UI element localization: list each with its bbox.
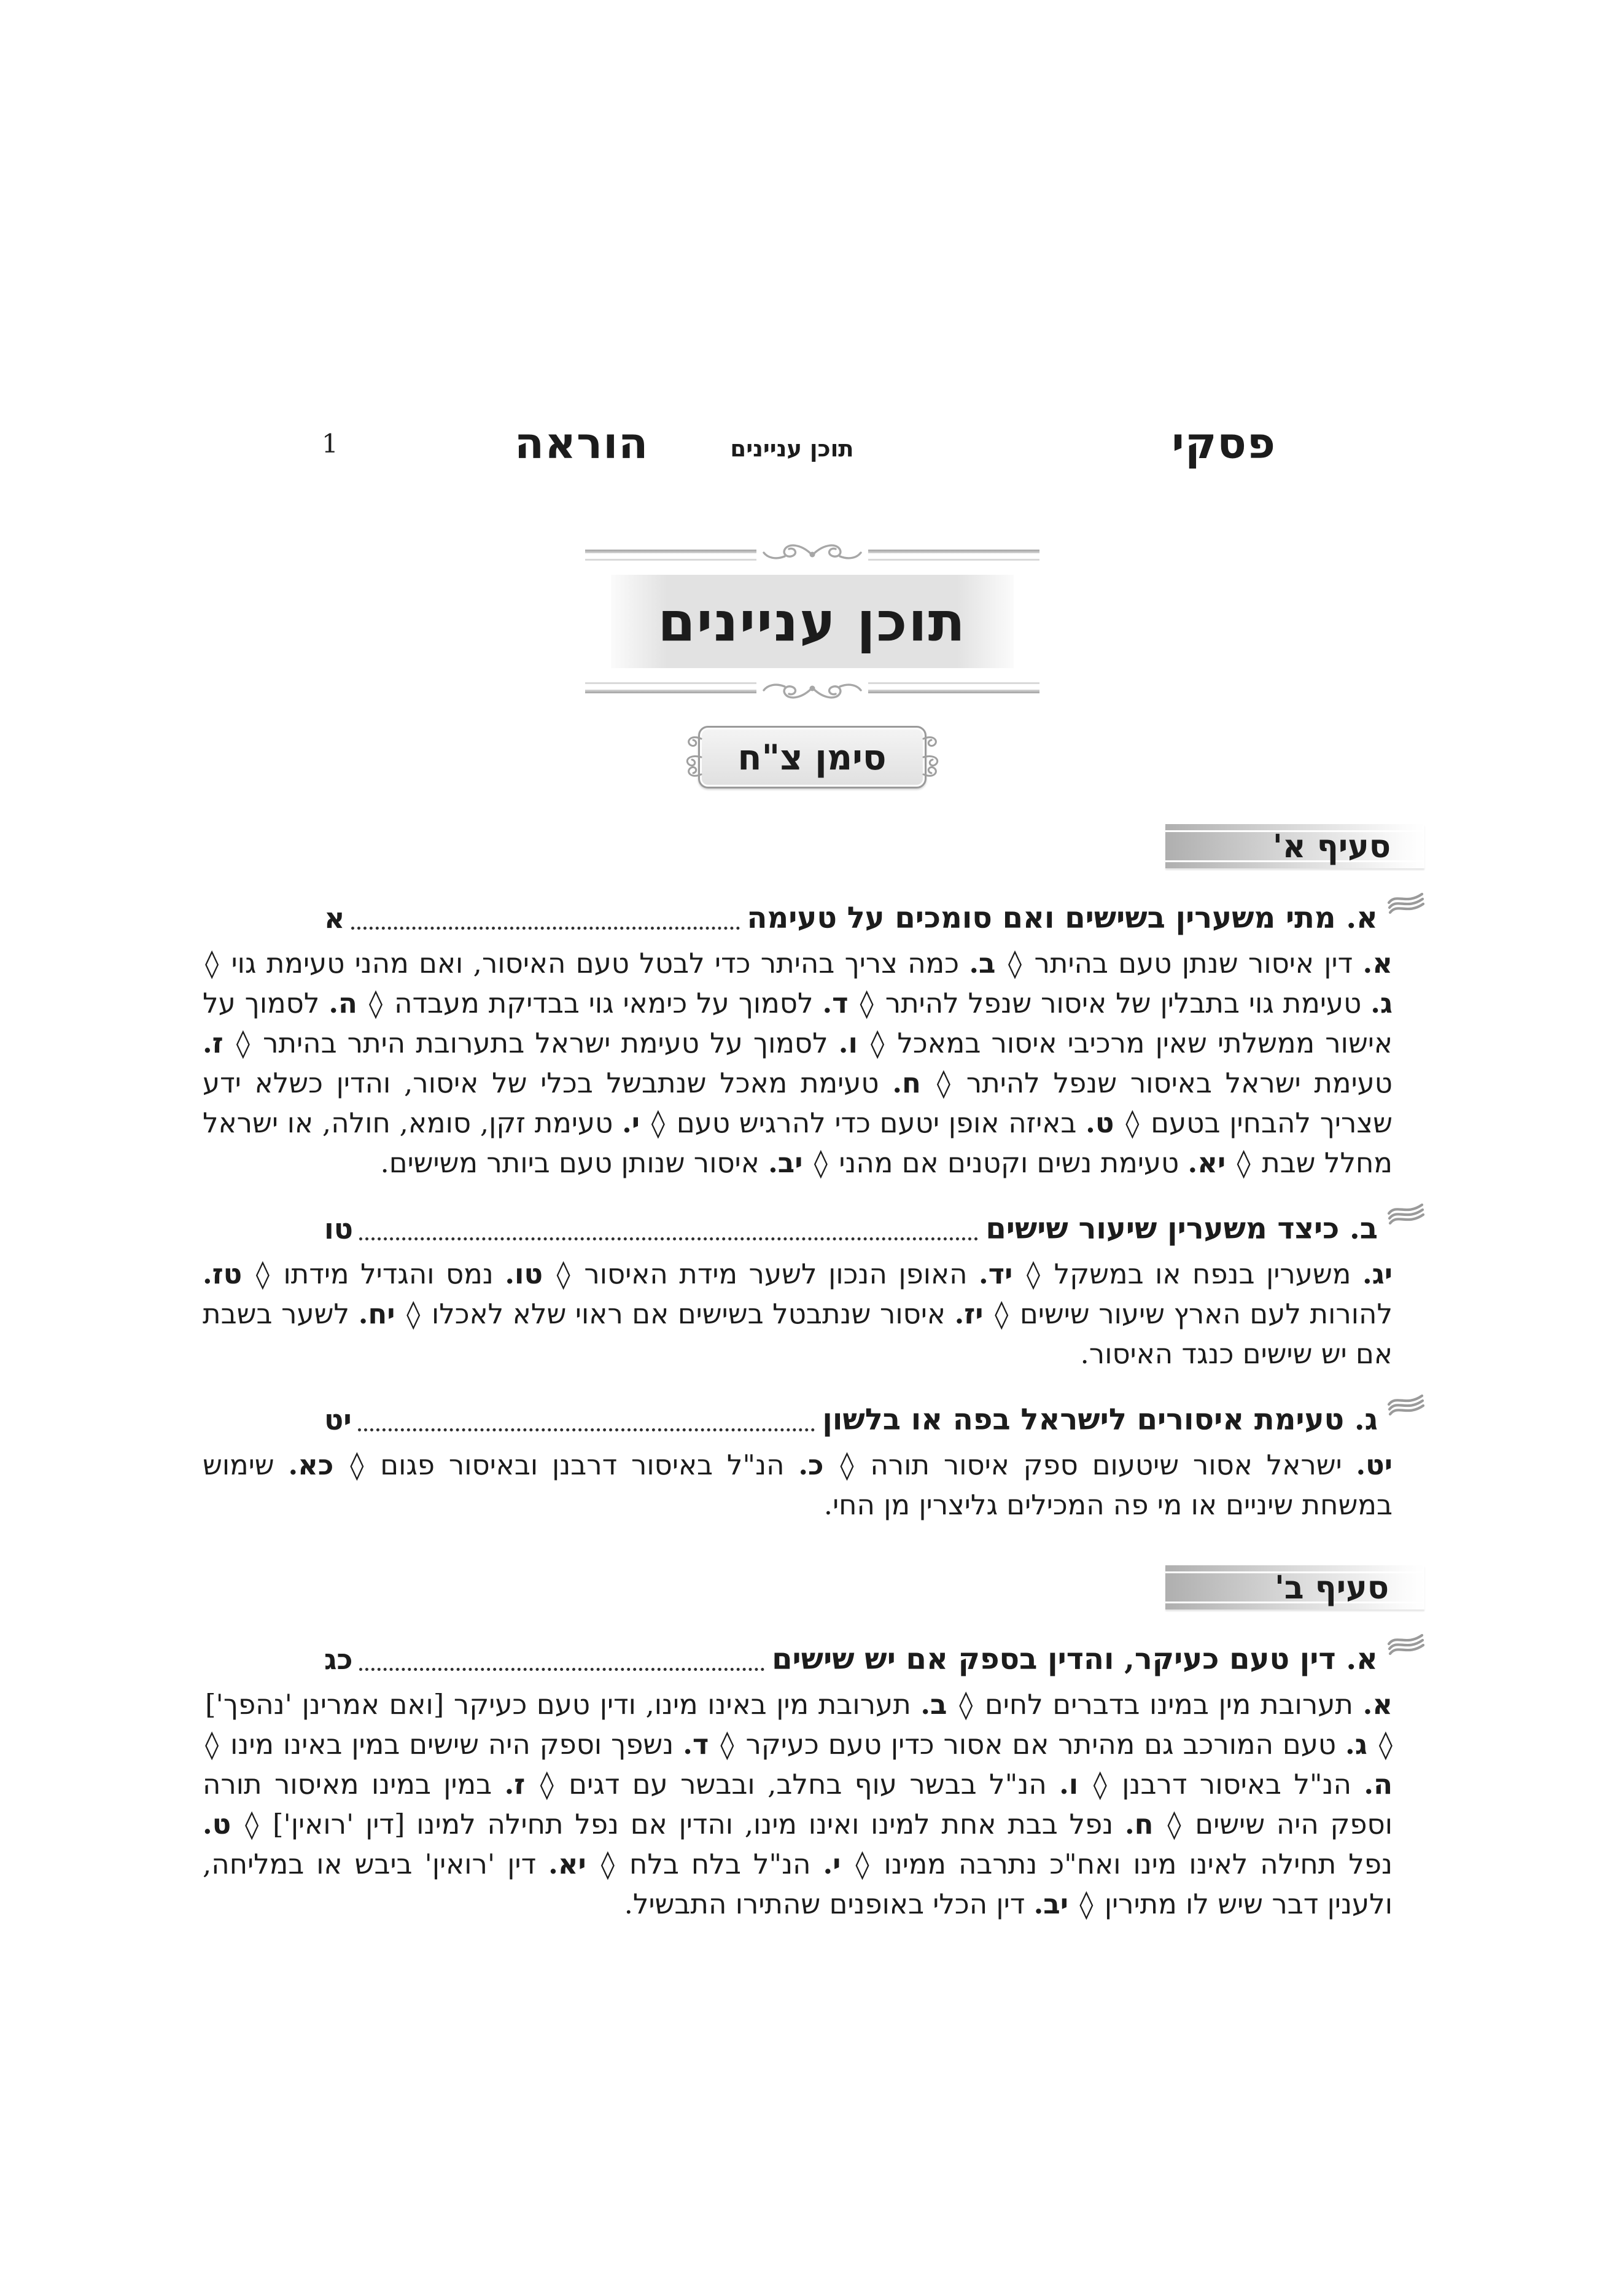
clause-marker: יח. (358, 1298, 395, 1330)
wave-flourish-icon (1386, 889, 1424, 936)
clause-marker: ד. (683, 1728, 709, 1761)
wave-flourish-icon (1386, 1200, 1424, 1247)
diamond-separator-icon: ◊ (397, 1298, 429, 1330)
rule-lines (868, 682, 1039, 693)
dotted-leader (351, 927, 740, 930)
diamond-separator-icon: ◊ (588, 1848, 627, 1880)
toc-entry (203, 1204, 1424, 1374)
dotted-leader (358, 1428, 815, 1431)
clause-marker: כ. (798, 1449, 824, 1481)
scroll-cluster-icon (760, 542, 864, 569)
diamond-separator-icon: ◊ (1369, 1728, 1393, 1761)
diamond-separator-icon: ◊ (1116, 1107, 1149, 1139)
diamond-separator-icon: ◊ (998, 947, 1032, 979)
diamond-separator-icon: ◊ (233, 1808, 270, 1840)
clause-marker: יג. (1362, 1258, 1393, 1290)
clause-marker: יד. (979, 1258, 1013, 1290)
diamond-separator-icon: ◊ (949, 1688, 982, 1721)
diamond-separator-icon: ◊ (205, 1728, 228, 1761)
clause-marker: י. (823, 1848, 841, 1880)
clause-marker: ה. (1364, 1768, 1393, 1800)
clause-marker: יא. (1187, 1146, 1226, 1179)
section-header-bar (1165, 1565, 1424, 1609)
toc-entry-page-number: טו (324, 1212, 354, 1245)
clause-marker: ח. (1125, 1808, 1154, 1840)
diamond-separator-icon: ◊ (711, 1728, 744, 1761)
wave-flourish-icon (1386, 1630, 1424, 1677)
banner-bottom-rule (585, 674, 1039, 701)
dotted-leader (359, 1237, 978, 1240)
toc-entry-title: א. דין טעם כעיקר, והדין בספק אם יש שישים (772, 1642, 1378, 1676)
wave-flourish-icon (1386, 1391, 1424, 1438)
section-entries (203, 1634, 1424, 1924)
diamond-separator-icon: ◊ (205, 947, 229, 979)
diamond-separator-icon: ◊ (1015, 1258, 1052, 1290)
rule-lines (868, 550, 1039, 561)
diamond-separator-icon: ◊ (860, 1027, 895, 1059)
section (203, 1565, 1424, 1924)
clause-marker: ג. (1370, 987, 1393, 1019)
banner-top-rule (585, 542, 1039, 569)
rule-lines (585, 682, 756, 693)
diamond-separator-icon: ◊ (850, 987, 883, 1019)
dotted-leader (359, 1668, 765, 1671)
header-title-left: הוראה (515, 418, 649, 469)
clause-marker: ב. (920, 1688, 947, 1721)
spiral-curl-icon (922, 726, 943, 788)
clause-marker: ה. (328, 987, 357, 1019)
scroll-cluster-icon (760, 674, 864, 701)
clause-marker: יא. (548, 1848, 586, 1880)
section-header-bar (1165, 824, 1424, 868)
toc-entry-title: ב. כיצד משערין שיעור שישים (985, 1212, 1378, 1246)
clause-marker: ז. (504, 1768, 526, 1800)
toc-entry (203, 1395, 1424, 1525)
diamond-separator-icon: ◊ (805, 1146, 837, 1179)
clause-marker: כא. (288, 1449, 334, 1481)
diamond-separator-icon: ◊ (826, 1449, 868, 1481)
clause-marker: י. (622, 1107, 640, 1139)
toc-entry-page-number: יט (324, 1403, 352, 1436)
sections (203, 824, 1424, 1924)
clause-marker: א. (1362, 1688, 1393, 1721)
section-label: סעיף ב' (1274, 1568, 1389, 1606)
clause-marker: ח. (892, 1067, 921, 1099)
clause-marker: ג. (1345, 1728, 1367, 1761)
clause-marker: א. (1362, 947, 1393, 979)
toc-entry-summary: יג. משערין בנפח או במשקל ◊ יד. האופן הנכון לשער מידת האיסור ◊ טו. נמס והגדיל מידתו ◊ טז. להורות לעם הארץ שיעור שישים ◊ יז. איסור שנתבטל בשישים אם ראוי שלא לאכלו ◊ יח. לשער בשבת אם יש שישים כנגד האיסור. (203, 1258, 1393, 1370)
diamond-separator-icon: ◊ (244, 1258, 281, 1290)
rule-lines (585, 550, 756, 561)
section-entries (203, 893, 1424, 1525)
toc-entry-summary: יט. ישראל אסור שיטעום ספק איסור תורה ◊ כ. הנ"ל באיסור דרבנן ובאיסור פגום ◊ כא. שימוש במשחת שיניים או מי פה המכילים גליצרין מן החי. (203, 1449, 1393, 1521)
clause-marker: ו. (838, 1027, 858, 1059)
page-number: 1 (322, 429, 338, 459)
clause-marker: יב. (1033, 1888, 1068, 1920)
toc-banner (585, 542, 1039, 701)
toc-entry-page-number: כג (324, 1643, 353, 1676)
diamond-separator-icon: ◊ (1228, 1146, 1260, 1179)
clause-marker: ד. (822, 987, 849, 1019)
diamond-separator-icon: ◊ (923, 1067, 964, 1099)
toc-entry (203, 893, 1424, 1183)
clause-marker: יז. (954, 1298, 984, 1330)
clause-marker: ט. (1086, 1107, 1114, 1139)
toc-entry-title: א. מתי משערין בשישים ואם סומכים על טעימה (747, 901, 1378, 935)
clause-marker: ז. (203, 1027, 223, 1059)
clause-marker: ט. (203, 1808, 231, 1840)
diamond-separator-icon: ◊ (527, 1768, 567, 1800)
toc-entry-title-row (203, 893, 1424, 940)
toc-entry-page-number: א (324, 901, 345, 935)
page-header (0, 413, 1624, 486)
diamond-separator-icon: ◊ (985, 1298, 1017, 1330)
diamond-separator-icon: ◊ (225, 1027, 261, 1059)
diamond-separator-icon: ◊ (843, 1848, 882, 1880)
banner-panel (611, 575, 1014, 668)
toc-entry-title: ג. טעימת איסורים לישראל בפה או בלשון (822, 1403, 1378, 1437)
diamond-separator-icon: ◊ (336, 1449, 378, 1481)
toc-entry-summary: א. דין איסור שנתן טעם בהיתר ◊ ב. כמה צריך בהיתר כדי לבטל טעם האיסור, ואם מהני טעימת גוי ◊ ג. טעימת גוי בתבלין של איסור שנפל להיתר ◊ ד. לסמוך על כימאי גוי בבדיקת מעבדה ◊ ה. לסמוך על אישור ממשלתי שאין מרכיבי איסור במאכל ◊ ו. לסמוך על טעימת ישראל בתערובת היתר בהיתר ◊ ז. טעימת ישראל באיסור שנפל להיתר ◊ ח. טעימת מאכל שנתבשל בכלי של איסור, והדין כשלא ידע שצריך להבחין בטעם ◊ ט. באיזה אופן יטעם כדי להרגיש טעם ◊ י. טעימת זקן, סומא, חולה, או ישראל מחלל שבת ◊ יא. טעימת נשים וקטנים אם מהני ◊ יב. איסור שנותן טעם ביותר משישים. (203, 947, 1393, 1179)
header-running-label: תוכן עניינים (730, 435, 854, 462)
diamond-separator-icon: ◊ (642, 1107, 674, 1139)
toc-entry-title-row (203, 1204, 1424, 1250)
clause-marker: ו. (1059, 1768, 1079, 1800)
toc-entry-title-row (203, 1634, 1424, 1681)
section (203, 824, 1424, 1525)
section-label: סעיף א' (1272, 827, 1391, 865)
diamond-separator-icon: ◊ (545, 1258, 582, 1290)
clause-marker: ב. (969, 947, 996, 979)
header-title-right: פסקי (1171, 418, 1276, 469)
toc-title: תוכן עניינים (658, 590, 966, 653)
diamond-separator-icon: ◊ (1071, 1888, 1102, 1920)
clause-marker: טו. (505, 1258, 543, 1290)
spiral-curl-icon (682, 726, 702, 788)
toc-entry-summary: א. תערובת מין במינו בדברים לחים ◊ ב. תערובת מין באינו מינו, ודין טעם כעיקר [ואם אמרינן 'נהפך'] ◊ ג. טעם המורכב גם מהיתר אם אסור כדין טעם כעיקר ◊ ד. נשפך וספק היה שישים במין באינו מינו ◊ ה. הנ"ל באיסור דרבנן ◊ ו. הנ"ל בבשר עוף בחלב, ובבשר עם דגים ◊ ז. במין במינו מאיסור תורה וספק היה שישים ◊ ח. נפל בבת אחת למינו ואינו מינו, והדין אם נפל תחילה למינו [דין 'רואין'] ◊ ט. נפל תחילה לאינו מינו ואח"כ נתרבה ממינו ◊ י. הנ"ל בלח בלח ◊ יא. דין 'רואין' ביבש או במליחה, ולענין דבר שיש לו מתירין ◊ יב. דין הכלי באופנים שהתירו התבשיל. (203, 1688, 1393, 1920)
clause-marker: יב. (768, 1146, 803, 1179)
diamond-separator-icon: ◊ (1156, 1808, 1193, 1840)
siman-badge (698, 726, 927, 788)
clause-marker: יט. (1356, 1449, 1393, 1481)
siman-label: סימן צ"ח (737, 736, 887, 778)
toc-entry (203, 1634, 1424, 1924)
toc-entry-title-row (203, 1395, 1424, 1441)
diamond-separator-icon: ◊ (359, 987, 392, 1019)
clause-marker: טז. (203, 1258, 243, 1290)
diamond-separator-icon: ◊ (1081, 1768, 1120, 1800)
